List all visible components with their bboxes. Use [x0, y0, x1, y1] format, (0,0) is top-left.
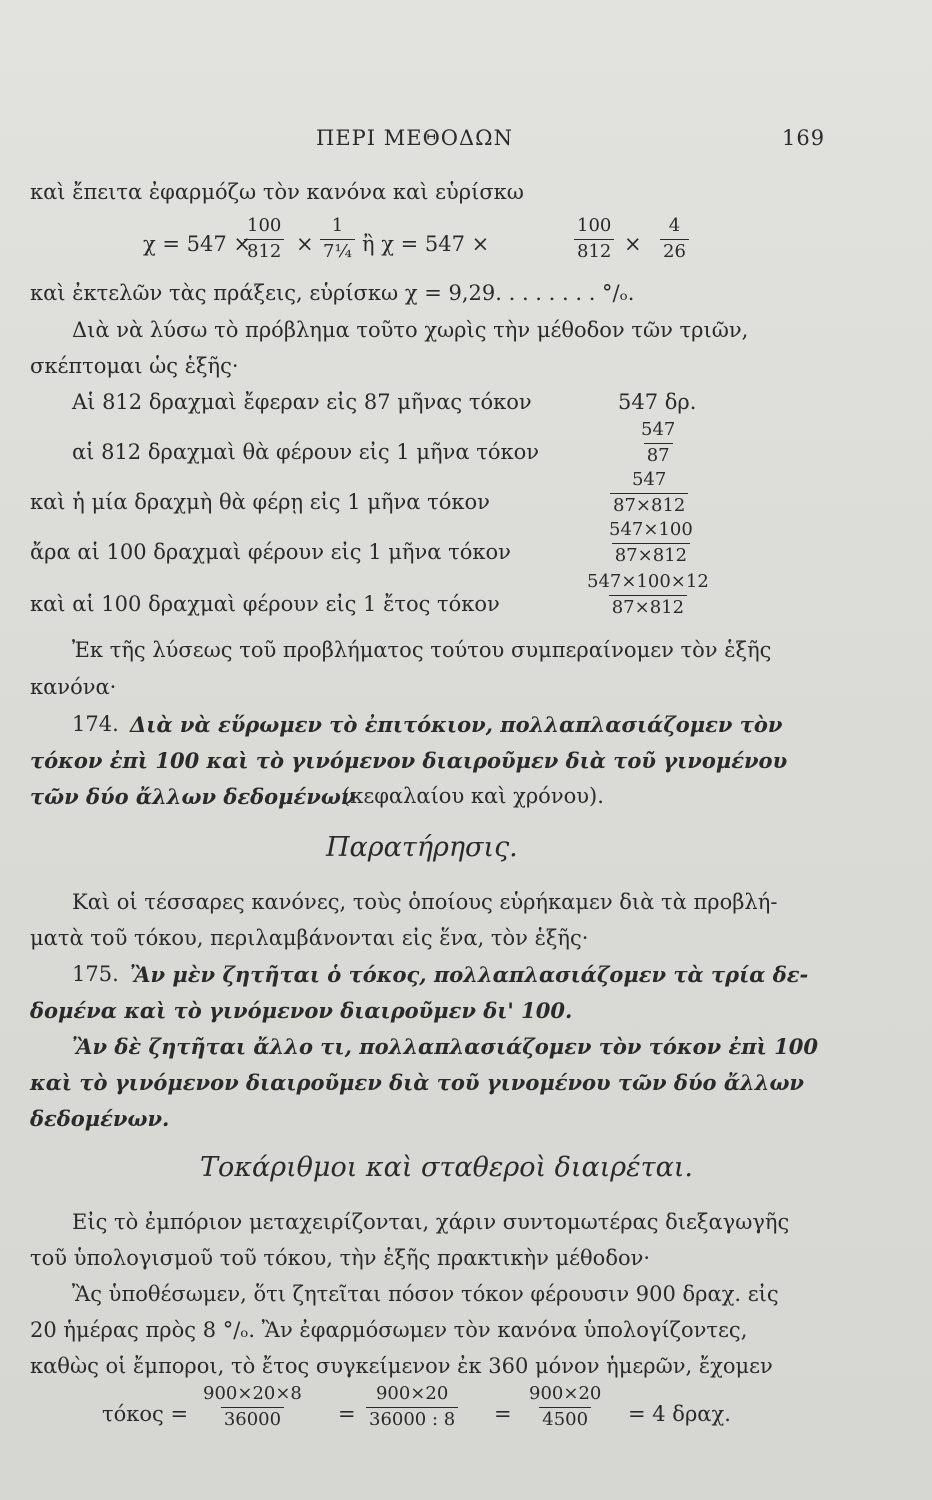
text-line: σκέπτομαι ὡς ἑξῆς· — [30, 354, 239, 378]
text-line: 20 ἡμέρας πρὸς 8 °/ₒ. Ἂν ἐφαρμόσωμεν τὸν κανόνα ὑπολογίζοντες, — [30, 1318, 748, 1342]
reasoning-line: αἱ 812 δραχμαὶ θὰ φέρουν εἰς 1 μῆνα τόκον — [72, 440, 539, 464]
rule-text: τῶν δύο ἄλλων δεδομένων — [30, 784, 356, 809]
rule-text: Ἂν μὲν ζητῆται ὁ τόκος, πολλαπλασιάζομεν τὰ τρία δε- — [130, 962, 809, 987]
text-line: Ἐκ τῆς λύσεως τοῦ προβλήματος τούτου συμπεραίνομεν τὸν ἑξῆς — [72, 638, 772, 662]
rule-text: δεδομένων. — [30, 1106, 170, 1131]
rule-text: δομένα καὶ τὸ γινόμενον διαιροῦμεν δι' 100. — [30, 998, 573, 1023]
equation-rhs: = 4 δραχ. — [628, 1402, 731, 1426]
running-header: ΠΕΡΙ ΜΕΘΟΔΩΝ — [316, 126, 513, 150]
reasoning-line: ἄρα αἱ 100 δραχμαὶ φέρουν εἰς 1 μῆνα τόκον — [30, 540, 511, 564]
times-sign: × — [624, 232, 642, 256]
text-line: Εἰς τὸ ἐμπόριον μεταχειρίζονται, χάριν συντομωτέρας διεξαγωγῆς — [72, 1210, 790, 1234]
reasoning-fraction: $\frac{547\times 100}{87\times 812}$ — [609, 519, 693, 566]
rule-text: καὶ τὸ γινόμενον διαιροῦμεν διὰ τοῦ γινομένου τῶν δύο ἄλλων — [30, 1070, 805, 1095]
text-line: Καὶ οἱ τέσσαρες κανόνες, τοὺς ὁποίους εὑρήκαμεν διὰ τὰ προβλή- — [72, 890, 778, 914]
equals-sign: = — [338, 1402, 356, 1426]
text-line: Ἂς ὑποθέσωμεν, ὅτι ζητεῖται πόσον τόκον φέρουσιν 900 δραχ. εἰς — [72, 1282, 779, 1306]
fraction: $\frac{900\times 20\times 8}{36000}$ — [203, 1383, 302, 1430]
page-number: 169 — [782, 126, 826, 150]
rule-text-plain: (κεφαλαίου καὶ χρόνου). — [342, 784, 604, 808]
rule-text: τόκον ἐπὶ 100 καὶ τὸ γινόμενον διαιροῦμεν διὰ τοῦ γινομένου — [30, 748, 788, 773]
text-line: καὶ ἐκτελῶν τὰς πράξεις, εὑρίσκω χ = 9,29. . . . . . . . °/ₒ. — [30, 281, 635, 305]
reasoning-line: καὶ αἱ 100 δραχμαὶ φέρουν εἰς 1 ἔτος τόκον — [30, 592, 500, 616]
reasoning-fraction: $\frac{547\times 100\times 12}{87\times 812}$ — [587, 571, 709, 618]
fraction: $\frac{100}{812}$ — [244, 216, 284, 262]
text-line: καθὼς οἱ ἔμποροι, τὸ ἔτος συγκείμενον ἐκ 360 μόνον ἡμερῶν, ἔχομεν — [30, 1354, 773, 1378]
text-line: κανόνα· — [30, 675, 117, 699]
text-line: Διὰ νὰ λύσω τὸ πρόβλημα τοῦτο χωρὶς τὴν μέθοδον τῶν τριῶν, — [72, 318, 749, 342]
rule-number: 174. — [72, 712, 119, 736]
equation-lhs: χ = 547 × — [143, 232, 252, 256]
text-line: καὶ ἔπειτα ἐφαρμόζω τὸν κανόνα καὶ εὑρίσκω — [30, 180, 524, 204]
fraction: $\frac{900\times 20}{36000 : 8}$ — [366, 1384, 458, 1430]
reasoning-line: Αἱ 812 δραχμαὶ ἔφεραν εἰς 87 μῆνας τόκον — [72, 390, 532, 414]
rule-text: Ἂν δὲ ζητῆται ἄλλο τι, πολλαπλασιάζομεν τὸν τόκον ἐπὶ 100 — [72, 1034, 818, 1059]
rule-number: 175. — [72, 962, 119, 986]
times-sign: × — [296, 232, 314, 256]
section-heading: Παρατήρησις. — [326, 832, 518, 863]
equation-lhs: τόκος = — [102, 1402, 189, 1426]
fraction: $\frac{100}{812}$ — [574, 216, 614, 262]
rule-text: Διὰ νὰ εὕρωμεν τὸ ἐπιτόκιον, πολλαπλασιάζομεν τὸν — [130, 712, 783, 737]
fraction: $\frac{900\times 20}{4500}$ — [529, 1383, 602, 1430]
text-line: ματὰ τοῦ τόκου, περιλαμβάνονται εἰς ἕνα, τὸν ἑξῆς· — [30, 926, 589, 950]
equation-middle: ἢ χ = 547 × — [362, 232, 490, 256]
section-heading: Τοκάριθμοι καὶ σταθεροὶ διαιρέται. — [200, 1152, 694, 1183]
fraction: $\frac{1}{\text{7¼}}$ — [320, 216, 355, 262]
equals-sign: = — [494, 1402, 512, 1426]
reasoning-value: 547 δρ. — [618, 390, 697, 414]
reasoning-fraction: $\frac{547}{87}$ — [641, 419, 676, 466]
text-line: τοῦ ὑπολογισμοῦ τοῦ τόκου, τὴν ἑξῆς πρακτικὴν μέθοδον· — [30, 1246, 651, 1270]
reasoning-line: καὶ ἡ μία δραχμὴ θὰ φέρῃ εἰς 1 μῆνα τόκον — [30, 490, 490, 514]
reasoning-fraction: $\frac{547}{87\times 812}$ — [610, 470, 688, 516]
fraction: $\frac{4}{26}$ — [660, 216, 689, 262]
